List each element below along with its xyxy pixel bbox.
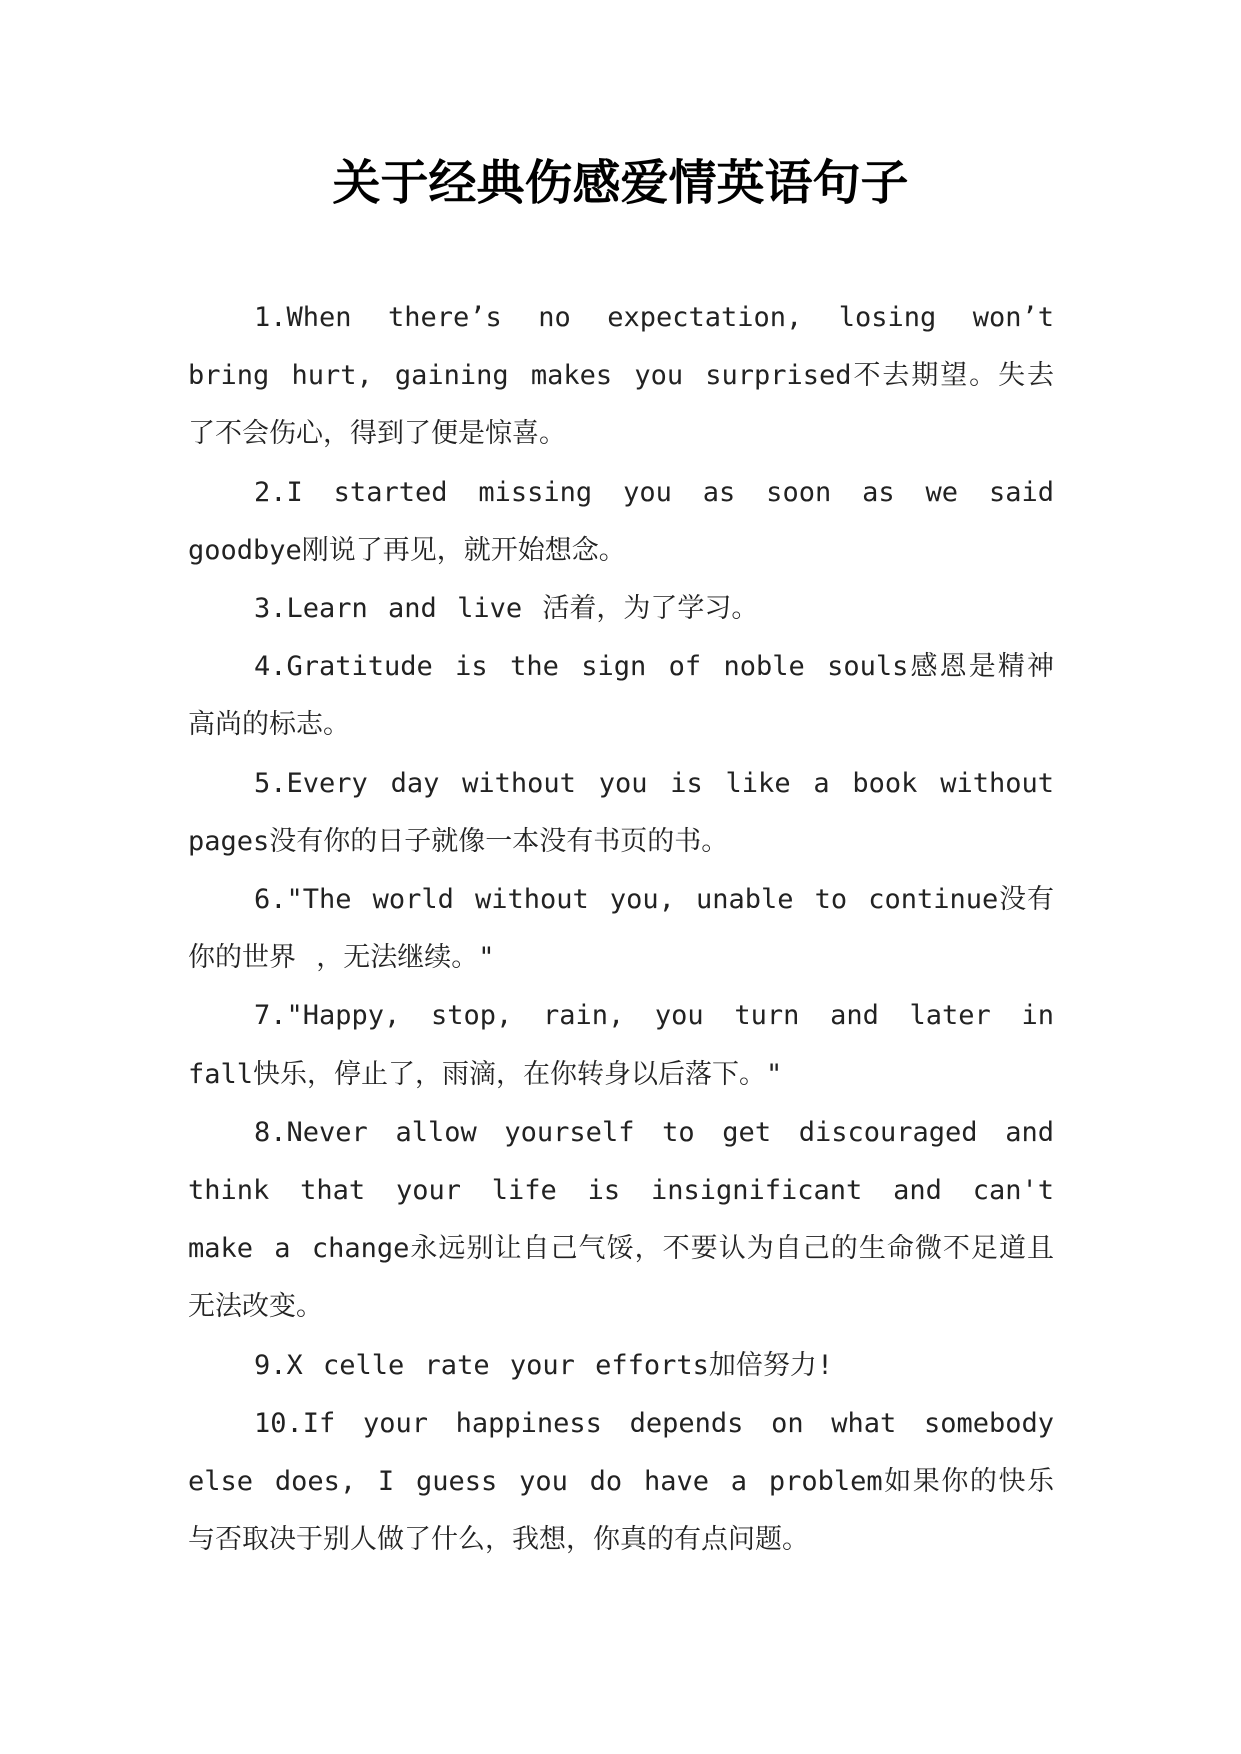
sentence-item-7: 7."Happy, stop, rain, you turn and later in fall快乐，停止了，雨滴，在你转身以后落下。" <box>188 1000 1054 1090</box>
sentence-item-6: 6."The world without you, unable to continue没有你的世界 ，无法继续。" <box>188 884 1054 974</box>
sentence-item-10: 10.If your happiness depends on what somebody else does, I guess you do have a problem如果你的快乐与否取决于别人做了什么，我想，你真的有点问题。 <box>188 1407 1054 1556</box>
sentence-item-2: 2.I started missing you as soon as we said goodbye刚说了再见，就开始想念。 <box>188 476 1054 566</box>
sentence-list <box>188 289 1054 1569</box>
sentence-item-9: 9.X celle rate your efforts加倍努力! <box>254 1349 834 1381</box>
sentence-item-3: 3.Learn and live 活着，为了学习。 <box>254 593 759 625</box>
sentence-item-4: 4.Gratitude is the sign of noble souls感恩是精神高尚的标志。 <box>188 651 1054 741</box>
document-title: 关于经典伤感爱情英语句子 <box>332 155 909 211</box>
sentence-item-5: 5.Every day without you is like a book without pages没有你的日子就像一本没有书页的书。 <box>188 767 1054 857</box>
sentence-item-1: 1.When there’s no expectation, losing won’t bring hurt, gaining makes you surprised不去期望。失去了不会伤心，得到了便是惊喜。 <box>188 302 1054 450</box>
sentence-item-8: 8.Never allow yourself to get discouraged and think that your life is insignificant and can't make a change永远别让自己气馁，不要认为自己的生命微不足道且无法改变。 <box>188 1116 1054 1323</box>
